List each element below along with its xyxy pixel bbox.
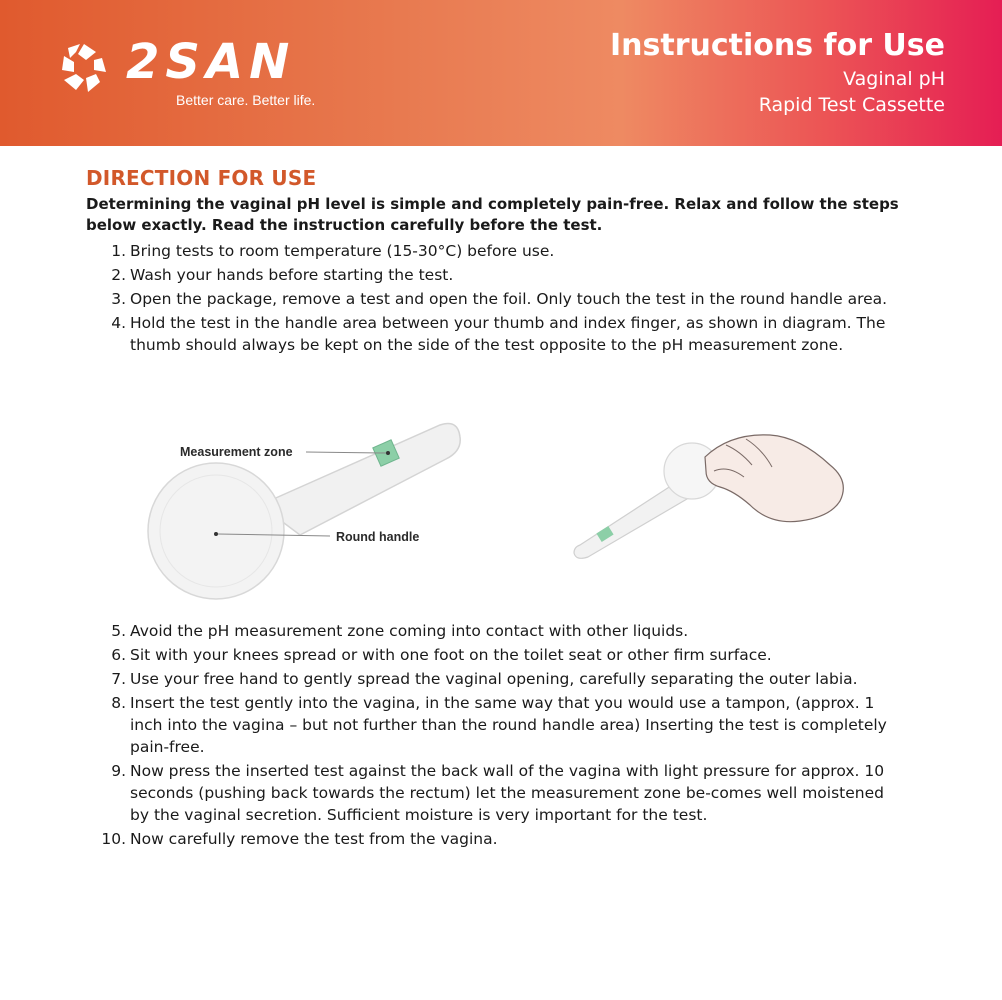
section-intro: Determining the vaginal pH level is simple and completely pain-free. Relax and follow the steps below exactly. Read the instruction carefully before the test. [86,195,899,234]
step-item [96,668,896,690]
brand-wordmark: 2SAN [126,34,296,90]
step-number: 10. [101,830,126,848]
test-handling-diagram [140,405,900,605]
step-text: Sit with your knees spread or with one foot on the toilet seat or other firm surface. [130,646,772,664]
hand-holding-test-illustration [574,435,843,558]
step-item [96,312,896,356]
step-number: 2. [111,266,126,284]
step-number: 9. [111,762,126,780]
document-subtitle [759,66,945,118]
step-number: 1. [111,242,126,260]
step-item [96,828,896,850]
direction-section [86,166,906,236]
step-item [96,760,896,826]
step-text: Now carefully remove the test from the vagina. [130,830,498,848]
step-item [96,620,896,642]
step-item [96,264,896,286]
steps-list-part-2 [96,620,896,852]
step-text: Use your free hand to gently spread the vaginal opening, carefully separating the outer labia. [130,670,858,688]
brand-logo [56,36,346,116]
step-text: Now press the inserted test against the back wall of the vagina with light pressure for approx. 10 seconds (pushing back towards the rectum) let the measurement zone be-comes well moistened by the vaginal secretion. Sufficient moisture is very important for the test. [130,762,885,824]
step-number: 4. [111,314,126,332]
step-text: Insert the test gently into the vagina, in the same way that you would use a tampon, (approx. 1 inch into the vagina – but not further than the round handle area) Inserting the test is completely pain-free. [130,694,887,756]
step-text: Wash your hands before starting the test. [130,266,454,284]
step-number: 7. [111,670,126,688]
step-item [96,644,896,666]
step-item [96,240,896,262]
step-text: Hold the test in the handle area between your thumb and index finger, as shown in diagram. The thumb should always be kept on the side of the test opposite to the pH measurement zone. [130,314,886,354]
subtitle-line-1: Vaginal pH [843,68,945,90]
step-item [96,692,896,758]
document-title: Instructions for Use [609,28,945,63]
step-text: Open the package, remove a test and open the foil. Only touch the test in the round handle area. [130,290,888,308]
brand-tagline: Better care. Better life. [176,92,316,108]
label-measurement-zone: Measurement zone [180,445,293,459]
step-number: 8. [111,694,126,712]
step-item [96,288,896,310]
subtitle-line-2: Rapid Test Cassette [758,94,945,116]
header-banner [0,0,1002,146]
diagram-illustration [140,405,900,605]
brand-logo-icon [56,40,112,96]
section-title: DIRECTION FOR USE [86,166,317,190]
step-text: Avoid the pH measurement zone coming into contact with other liquids. [130,622,689,640]
steps-list-part-1 [96,240,896,358]
step-number: 5. [111,622,126,640]
step-number: 3. [111,290,126,308]
step-number: 6. [111,646,126,664]
label-round-handle: Round handle [336,530,420,544]
step-text: Bring tests to room temperature (15-30°C) before use. [130,242,555,260]
